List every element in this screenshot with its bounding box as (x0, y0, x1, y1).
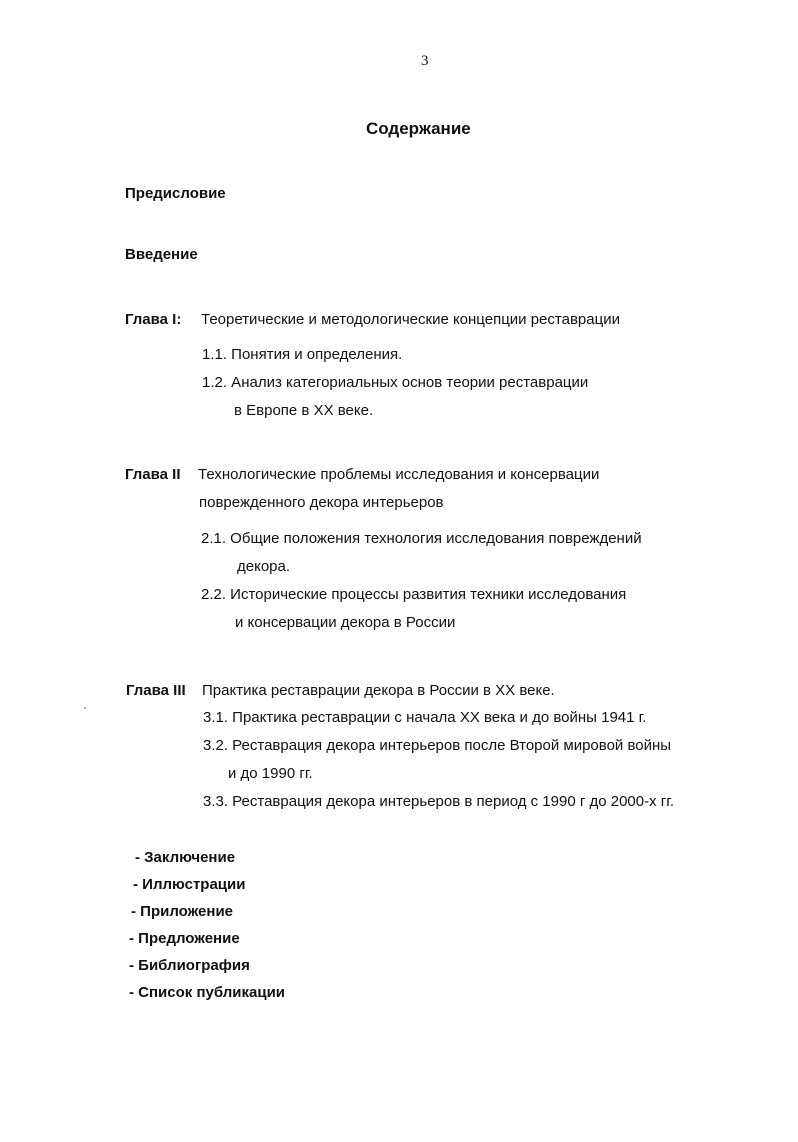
toc-item-bibliography: - Библиография (129, 957, 250, 974)
section-2-1-continued: декора. (237, 558, 291, 575)
section-1-2-continued: в Европе в XX веке. (234, 402, 374, 419)
section-2-2-continued: и консервации декора в России (235, 614, 456, 631)
toc-item-illustrations: - Иллюстрации (133, 876, 246, 893)
page-title: Содержание (366, 119, 471, 138)
section-2-1: 2.1. Общие положения технология исследования повреждений (201, 530, 642, 547)
scan-speck (84, 707, 86, 709)
page-number: 3 (421, 53, 429, 69)
section-3-2: 3.2. Реставрация декора интерьеров после Второй мировой войны (203, 737, 672, 754)
chapter-1-title: Теоретические и методологические концепции реставрации (201, 311, 620, 328)
toc-preface: Предисловие (125, 185, 226, 202)
chapter-2-title-continued: поврежденного декора интерьеров (199, 494, 444, 511)
section-3-1: 3.1. Практика реставрации с начала XX века и до войны 1941 г. (203, 709, 647, 726)
chapter-2-title: Технологические проблемы исследования и консервации (198, 466, 600, 483)
section-1-1: 1.1. Понятия и определения. (202, 346, 403, 363)
chapter-1-label: Глава I: (125, 311, 182, 328)
toc-item-publications: - Список публикации (129, 984, 286, 1001)
toc-introduction: Введение (125, 246, 198, 263)
chapter-3-label: Глава III (126, 682, 186, 699)
chapter-2-label: Глава II (125, 466, 181, 483)
section-1-2: 1.2. Анализ категориальных основ теории реставрации (202, 374, 589, 391)
chapter-3-title: Практика реставрации декора в России в XX веке. (202, 682, 555, 699)
section-2-2: 2.2. Исторические процессы развития техники исследования (201, 586, 627, 603)
toc-item-appendix: - Приложение (131, 903, 234, 920)
section-3-2-continued: и до 1990 гг. (228, 765, 313, 782)
toc-item-proposal: - Предложение (129, 930, 240, 947)
toc-item-conclusion: - Заключение (135, 849, 236, 866)
section-3-3: 3.3. Реставрация декора интерьеров в период с 1990 г до 2000-х гг. (203, 793, 675, 810)
